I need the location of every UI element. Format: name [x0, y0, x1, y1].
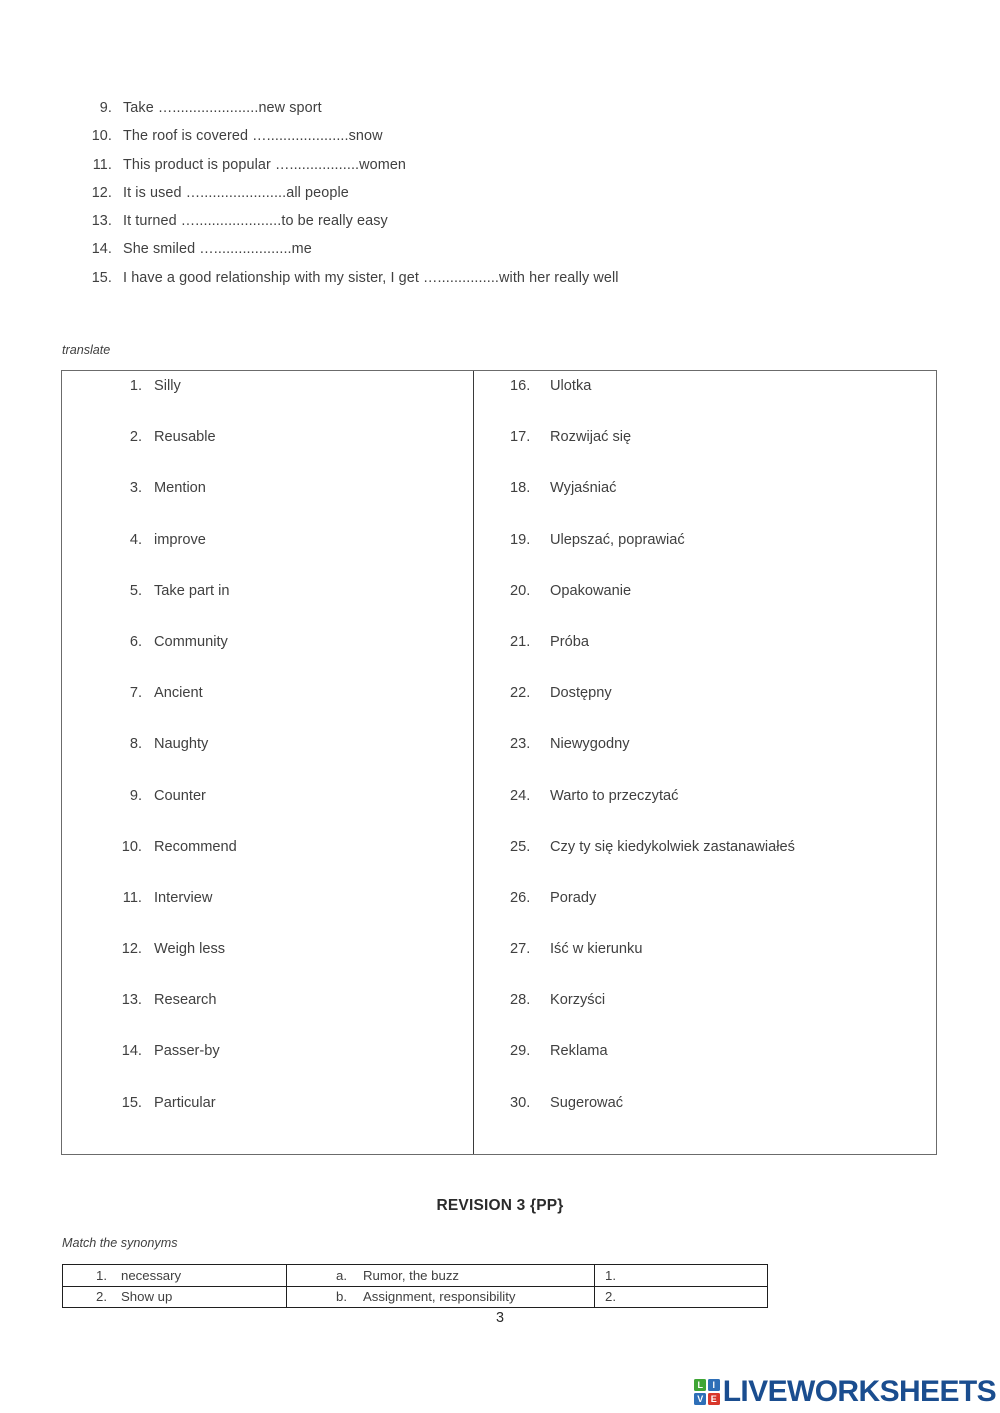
row-word: Ancient [154, 685, 203, 702]
row-number: 10. [121, 838, 142, 855]
row-word: Naughty [154, 736, 209, 753]
item-text: It turned ….....................to be really easy [123, 213, 388, 230]
table-row [100, 685, 473, 736]
table-row [510, 378, 936, 429]
table-row [510, 634, 936, 685]
table-row [510, 1043, 936, 1094]
table-row [100, 378, 473, 429]
definition-text: Assignment, responsibility [363, 1289, 516, 1305]
row-number: 17. [510, 429, 531, 446]
row-number: 8. [129, 736, 142, 753]
table-row [100, 992, 473, 1043]
synonym-definition-cell [287, 1265, 595, 1287]
table-row [100, 1043, 473, 1094]
row-number: 23. [510, 736, 531, 753]
item-text: This product is popular ….................women [123, 156, 407, 173]
list-item [62, 185, 922, 213]
term-number: 2. [96, 1289, 107, 1305]
row-word: Czy ty się kiedykolwiek zastanawiałeś [550, 838, 795, 855]
item-text: I have a good relationship with my sister, I get …...............with her really well [123, 269, 619, 286]
row-number: 24. [510, 787, 531, 804]
row-word: Rozwijać się [550, 429, 632, 446]
row-word: Próba [550, 633, 589, 650]
item-number: 12. [91, 184, 112, 201]
page-number: 3 [495, 1310, 504, 1326]
translate-column-right [474, 371, 936, 1154]
row-word: Community [154, 633, 228, 650]
item-number: 9. [99, 100, 112, 116]
row-number: 15. [121, 1094, 142, 1111]
logo-tile-e: E [708, 1393, 720, 1405]
row-word: Silly [154, 378, 181, 394]
table-row [510, 1095, 936, 1146]
row-word: Dostępny [550, 685, 612, 702]
row-number: 18. [510, 480, 531, 497]
row-number: 28. [510, 992, 531, 1009]
row-number: 16. [510, 378, 531, 394]
row-number: 7. [129, 685, 142, 702]
table-row [510, 429, 936, 480]
logo-tile-l: L [694, 1379, 706, 1391]
item-number: 11. [92, 156, 112, 173]
row-word: Recommend [154, 838, 237, 855]
row-word: Take part in [154, 582, 230, 599]
item-number: 14. [91, 241, 112, 258]
item-text: It is used ….....................all people [123, 184, 349, 201]
table-row [100, 1095, 473, 1146]
row-number: 4. [129, 531, 142, 548]
table-row [510, 788, 936, 839]
row-number: 13. [121, 992, 142, 1009]
row-number: 27. [510, 941, 531, 958]
table-row [510, 685, 936, 736]
page-title: REVISION 3 {PP} [436, 1197, 564, 1214]
answer-number: 2. [605, 1289, 616, 1305]
row-number: 14. [121, 1043, 142, 1060]
table-row [510, 736, 936, 787]
match-synonyms-table [62, 1264, 768, 1308]
row-word: Porady [550, 889, 597, 906]
match-synonyms-caption: Match the synonyms [62, 1236, 178, 1250]
table-row [510, 480, 936, 531]
item-number: 15. [91, 269, 112, 286]
row-word: Weigh less [154, 941, 226, 958]
table-row [100, 941, 473, 992]
answer-cell[interactable] [595, 1286, 768, 1308]
table-row [100, 839, 473, 890]
row-number: 19. [510, 531, 531, 548]
table-row [510, 839, 936, 890]
row-word: Reusable [154, 429, 216, 446]
liveworksheets-logo [694, 1377, 996, 1407]
translate-column-left [62, 371, 474, 1154]
list-item [62, 157, 922, 185]
table-row [100, 890, 473, 941]
term-text: necessary [121, 1267, 182, 1283]
table-row [100, 532, 473, 583]
row-number: 26. [510, 889, 531, 906]
table-row [100, 788, 473, 839]
item-text: Take ….....................new sport [123, 100, 322, 116]
definition-letter: b. [336, 1289, 347, 1305]
definition-letter: a. [336, 1267, 347, 1283]
row-number: 5. [129, 582, 142, 599]
table-row [100, 583, 473, 634]
row-word: Iść w kierunku [550, 941, 643, 958]
row-word: Research [154, 992, 217, 1009]
row-number: 25. [510, 838, 531, 855]
row-number: 2. [129, 429, 142, 446]
synonym-term-cell [63, 1265, 287, 1287]
item-text: She smiled …...................me [123, 241, 312, 258]
table-row [510, 583, 936, 634]
row-word: Opakowanie [550, 582, 632, 599]
table-row [100, 736, 473, 787]
row-number: 12. [121, 941, 142, 958]
row-number: 6. [129, 633, 142, 650]
table-row [63, 1265, 768, 1287]
term-text: Show up [121, 1289, 173, 1305]
table-row [100, 429, 473, 480]
row-number: 1. [129, 378, 142, 394]
translate-caption: translate [62, 343, 111, 357]
definition-text: Rumor, the buzz [363, 1267, 460, 1283]
row-word: Korzyści [550, 992, 606, 1009]
item-text: The roof is covered …....................snow [123, 128, 383, 145]
synonym-term-cell [63, 1286, 287, 1308]
row-word: Passer-by [154, 1043, 220, 1060]
table-row [63, 1286, 768, 1308]
row-number: 29. [510, 1043, 531, 1060]
row-word: Reklama [550, 1043, 608, 1060]
logo-tile-v: V [694, 1393, 706, 1405]
list-item [62, 213, 922, 241]
row-word: Ulepszać, poprawiać [550, 531, 685, 548]
row-number: 30. [510, 1094, 531, 1111]
table-row [100, 634, 473, 685]
row-number: 9. [129, 787, 142, 804]
row-word: Particular [154, 1094, 216, 1111]
item-number: 10. [91, 128, 112, 145]
table-row [510, 532, 936, 583]
table-row [510, 890, 936, 941]
list-item [62, 241, 922, 269]
row-word: Wyjaśniać [550, 480, 617, 497]
table-row [510, 992, 936, 1043]
list-item [62, 270, 922, 298]
row-word: Mention [154, 480, 206, 497]
row-word: Niewygodny [550, 736, 630, 753]
row-word: Counter [154, 787, 206, 804]
list-item [62, 128, 922, 156]
synonym-definition-cell [287, 1286, 595, 1308]
answer-cell[interactable] [595, 1265, 768, 1287]
translate-table [61, 370, 937, 1155]
answer-number: 1. [605, 1267, 616, 1283]
logo-wordmark: LIVEWORKSHEETS [722, 1375, 996, 1408]
row-word: Warto to przeczytać [550, 787, 679, 804]
list-item [62, 100, 922, 128]
row-word: Interview [154, 889, 213, 906]
logo-tile-i: I [708, 1379, 720, 1391]
gapfill-exercise-list [62, 100, 922, 298]
row-word: improve [154, 531, 206, 548]
row-number: 11. [122, 889, 142, 906]
row-word: Sugerować [550, 1094, 624, 1111]
table-row [510, 941, 936, 992]
table-row [100, 480, 473, 531]
row-number: 21. [510, 633, 531, 650]
row-number: 22. [510, 685, 531, 702]
row-number: 3. [129, 480, 142, 497]
logo-tiles-icon [694, 1379, 720, 1405]
row-number: 20. [510, 582, 531, 599]
row-word: Ulotka [550, 378, 592, 394]
term-number: 1. [96, 1267, 107, 1283]
item-number: 13. [91, 213, 112, 230]
